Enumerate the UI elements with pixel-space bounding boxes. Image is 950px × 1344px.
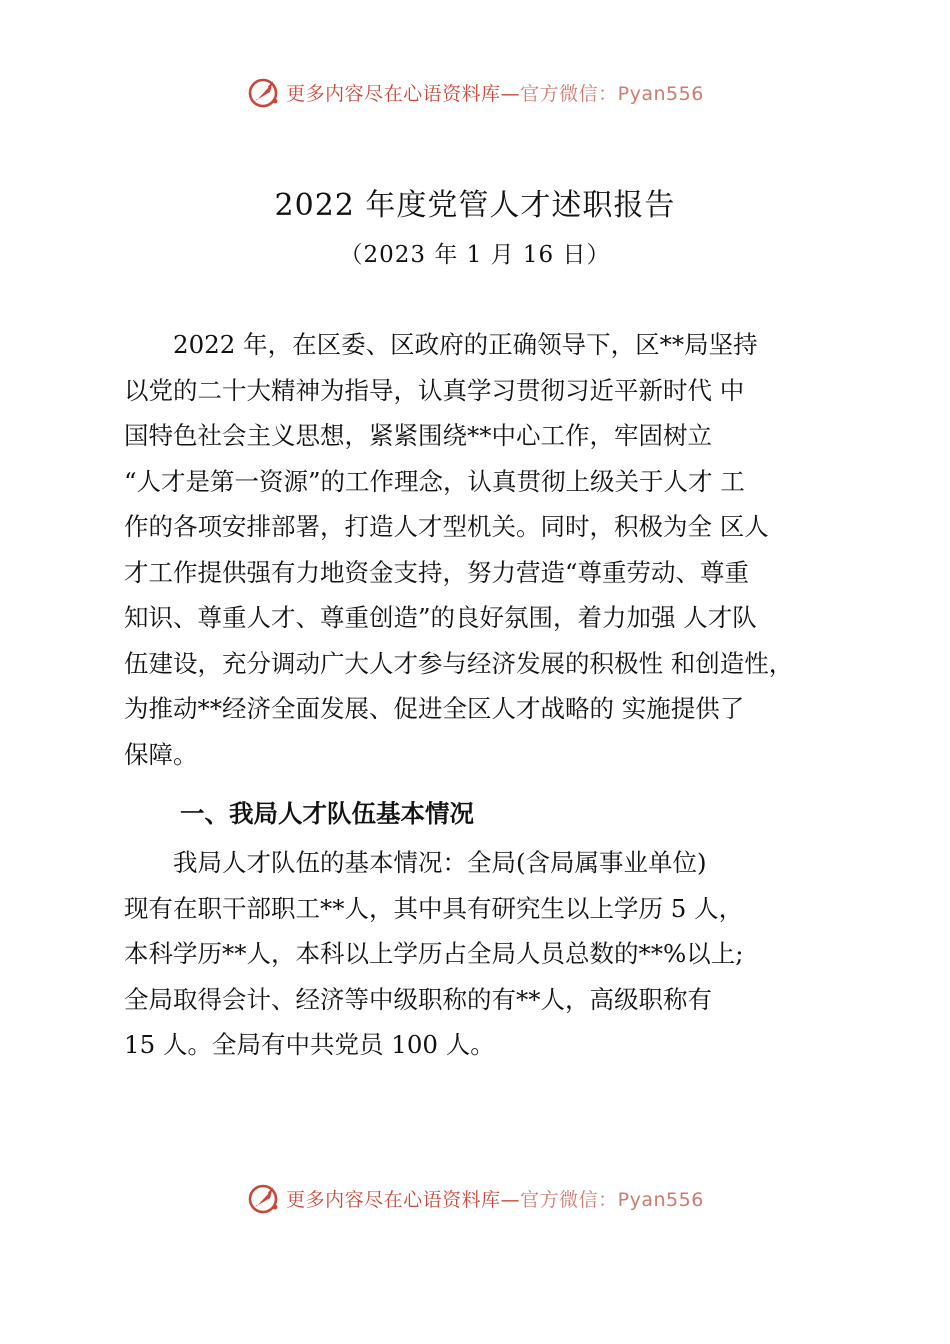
- text-line: 15 人。全局有中共党员 100 人。: [124, 1030, 495, 1059]
- text-line: 2022 年，在区委、区政府的正确领导下，区**局坚持: [124, 330, 758, 359]
- text-line: 知识、尊重人才、尊重创造”的良好氛围，着力加强 人才队: [124, 603, 757, 632]
- section-heading: 一、我局人才队伍基本情况: [180, 799, 474, 828]
- text-line: 为推动**经济全面发展、促进全区人才战略的 实施提供了: [124, 694, 745, 723]
- footer-banner: [0, 1178, 950, 1218]
- banner-main-text: 更多内容尽在心语资料库—: [286, 1188, 521, 1211]
- text-line: 作的各项安排部署，打造人才型机关。同时，积极为全 区人: [124, 512, 769, 541]
- text-line: 本科学历**人，本科以上学历占全局人员总数的**%以上;: [124, 939, 744, 968]
- document-title: 2022 年度党管人才述职报告: [274, 188, 676, 223]
- text-line: 伍建设，充分调动广大人才参与经济发展的积极性 和创造性，: [124, 648, 794, 678]
- banner-text: [286, 79, 704, 106]
- paragraph-intro: [124, 322, 864, 777]
- banner-text: [286, 1185, 704, 1212]
- text-line: 我局人才队伍的基本情况：全局(含局属事业单位): [124, 848, 707, 877]
- text-line: 现有在职干部职工**人，其中具有研究生以上学历 5 人，: [124, 893, 744, 923]
- banner-main-text: 更多内容尽在心语资料库—: [286, 82, 521, 105]
- text-line: “人才是第一资源”的工作理念，认真贯彻上级关于人才 工: [124, 466, 745, 496]
- quill-logo-icon: [246, 74, 282, 110]
- header-banner: [0, 72, 950, 112]
- text-line: 全局取得会计、经济等中级职称的有**人，高级职称有: [124, 984, 712, 1014]
- banner-wechat-text: 官方微信：Pyan556: [520, 1188, 704, 1211]
- text-line: 才工作提供强有力地资金支持，努力营造“尊重劳动、尊重: [124, 557, 750, 587]
- text-line: 国特色社会主义思想，紧紧围绕**中心工作，牢固树立: [124, 421, 712, 450]
- quill-logo-icon: [246, 1180, 282, 1216]
- banner-wechat-text: 官方微信：Pyan556: [520, 82, 704, 105]
- paragraph-talent-overview: [124, 840, 864, 1068]
- document-date: （2023 年 1 月 16 日）: [339, 242, 611, 268]
- text-line: 保障。: [124, 739, 198, 769]
- text-line: 以党的二十大精神为指导，认真学习贯彻习近平新时代 中: [124, 375, 745, 405]
